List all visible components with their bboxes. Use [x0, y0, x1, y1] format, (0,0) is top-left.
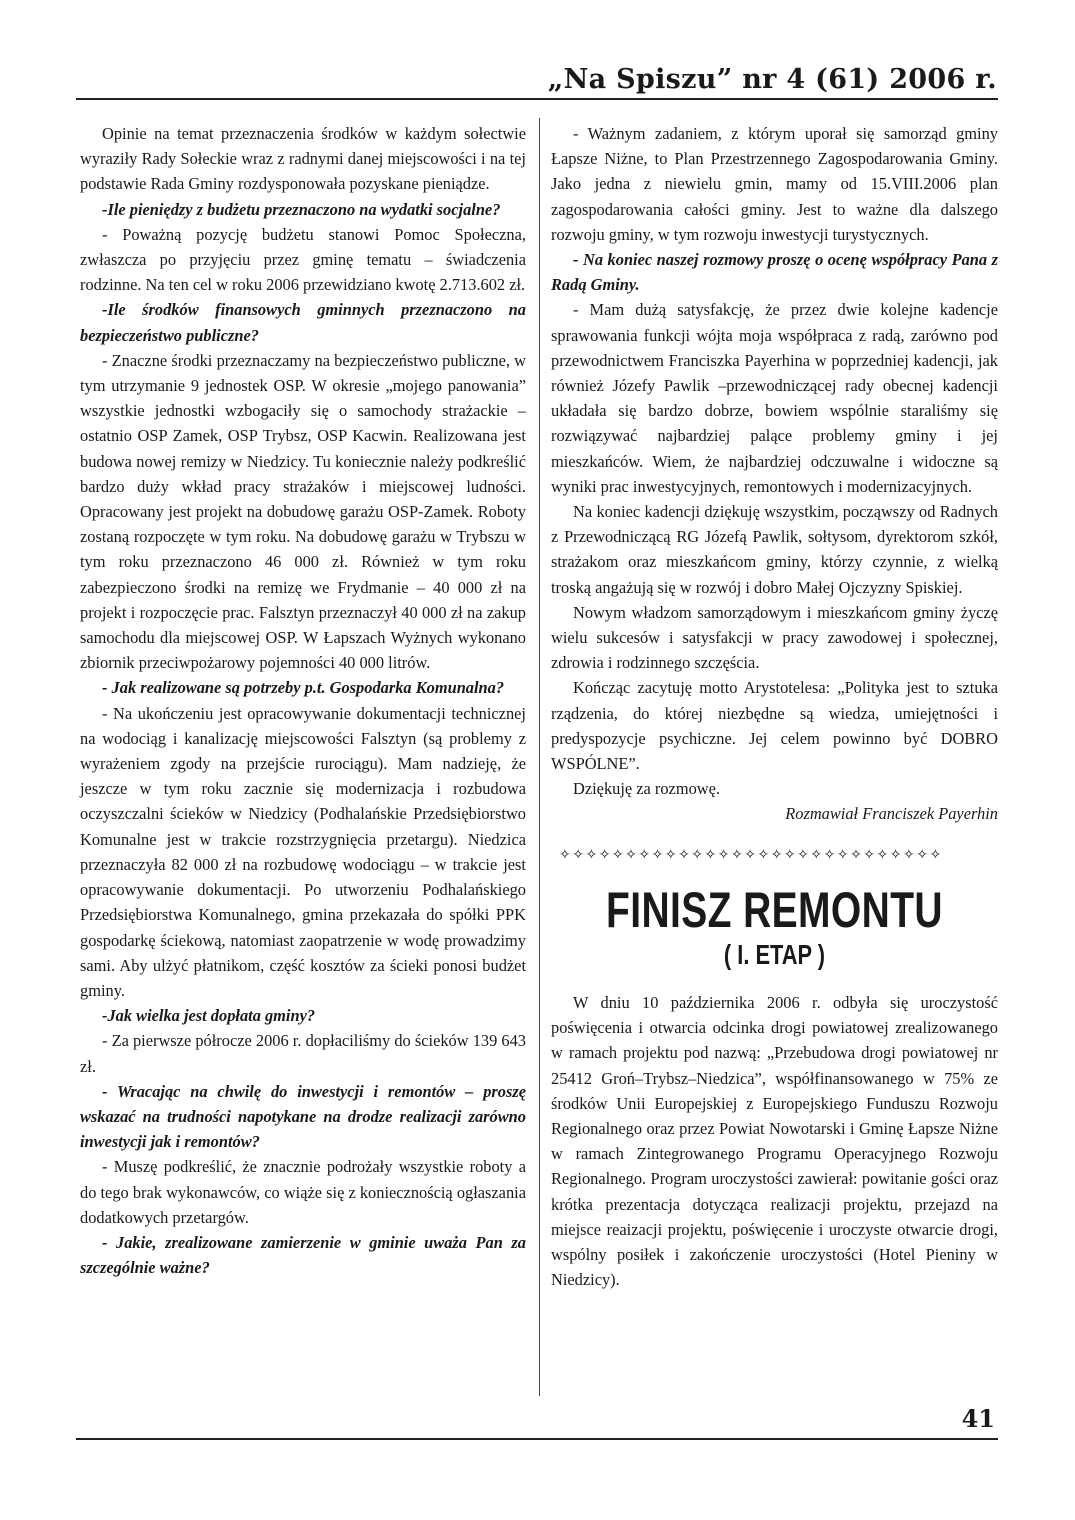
article-body: W dniu 10 października 2006 r. odbyła się uroczystość poświęcenia i otwarcia odcinka drogi powiatowej zrealizowanego w ramach projektu pod nazwą: „Przebudowa drogi powiatowej nr 25412 Groń–Trybsz–Niedzica”, współfinansowanego w 75% ze środków Unii Europejskiej z Europejskiego Funduszu Rozwoju Regionalnego oraz przez Powiat Nowotarski i Gminę Łapsze Niżne w ramach Zintegrowanego Programu Operacyjnego Rozwoju Regionalnego. Program uroczystości zawierał: powitanie gości oraz krótka prezentacja dotycząca realizacji projektu, przejazd na miejsce reaizacji projektu, poświęcenie i uroczyste otwarcie drogi, wspólny posiłek i zakończenie uroczystości (Hotel Pieniny w Niedzicy).	[551, 992, 998, 1290]
footer-rule	[76, 1438, 998, 1440]
paragraph: Nowym władzom samorządowym i mieszkańcom gminy życzę wielu sukcesów i satysfakcji w pracy zawodowej i społecznej, zdrowia i rodzinnego szczęścia.	[551, 602, 998, 673]
interview-question: -Ile pieniędzy z budżetu przeznaczono na wydatki socjalne?	[102, 199, 501, 219]
ornament-divider: ✧✧✧✧✧✧✧✧✧✧✧✧✧✧✧✧✧✧✧✧✧✧✧✧✧✧✧✧✧	[559, 846, 943, 863]
article-headline: FINISZ REMONTU	[606, 881, 943, 938]
paragraph: - Mam dużą satysfakcję, że przez dwie kolejne kadencje sprawowania funkcji wójta moja współpraca z radą, zarówno pod przewodnictwem Franciszka Payerhina w poprzedniej kadencji, jak również Józefy Pawlik –przewodniczącej rady obecnej kadencji układała się bardzo dobrze, bowiem wspólnie staraliśmy się rozwiązywać najbardziej palące problemy gminy i jej mieszkańców. Wiem, że najbardziej odczuwalne i widoczne są wyniki prac inwestycyjnych, remontowych i modernizacyjnych.	[551, 300, 998, 496]
interview-question: -Ile środków finansowych gminnych przeznaczono na bezpieczeństwo publiczne?	[80, 300, 526, 345]
right-column	[551, 121, 998, 1292]
paragraph: - Muszę podkreślić, że znacznie podrożały wszystkie roboty a do tego brak wykonawców, co wiąże się z koniecznością ogłaszania dodatkowych przetargów.	[80, 1157, 526, 1227]
interview-question: - Wracając na chwilę do inwestycji i remontów – proszę wskazać na trudności napotykane na drodze realizacji zarówno inwestycji jak i remontów?	[80, 1081, 526, 1152]
paragraph: - Ważnym zadaniem, z którym uporał się samorząd gminy Łapsze Niżne, to Plan Przestrzennego Zagospodarowania Gminy. Jako jedna z niewielu gmin, mamy od 15.VIII.2006 plan zagospodarowania całości gminy. Jest to ważne dla dalszego rozwoju gminy, w tym rozwoju inwestycji turystycznych.	[551, 124, 998, 244]
interview-question: - Na koniec naszej rozmowy proszę o ocenę współpracy Pana z Radą Gminy.	[551, 250, 998, 295]
paragraph: Dziękuję za rozmowę.	[573, 779, 720, 799]
interview-question: - Jakie, zrealizowane zamierzenie w gminie uważa Pan za szczególnie ważne?	[80, 1232, 526, 1278]
paragraph: Opinie na temat przeznaczenia środków w każdym sołectwie wyraziły Rady Sołeckie wraz z radnymi danej miejscowości i na tej podstawie Rada Gminy rozdysponowała pozyskane pieniądze.	[80, 124, 526, 194]
paragraph: - Za pierwsze półrocze 2006 r. dopłaciliśmy do ścieków 139 643 zł.	[80, 1031, 526, 1076]
paragraph: - Na ukończeniu jest opracowywanie dokumentacji technicznej na wodociąg i kanalizację miejscowości Falsztyn (są problemy z wyrażeniem zgody na przejście rurociągu). Mam nadzieję, że jeszcze w tym roku zacznie się modernizacja i rozbudowa oczyszczalni ścieków w Niedzicy (Podhalańskie Przedsiębiorstwo Komunalne jest w trakcie rozstrzygnięcia przetargu). Niedzica przeznaczyła 82 000 zł na rozbudowę wodociągu – w trakcie jest opracowywanie dokumentacji. Po utworzeniu Podhalańskiego Przedsiębiorstwa Komunalnego, gmina przekazała do spółki PPK gospodarkę ściekową, natomiast zaopatrzenie w wodę prowadzimy sami. Aby ulżyć płatnikom, część kosztów za ścieki ponosi budżet gminy.	[80, 703, 526, 1000]
interview-question: -Jak wielka jest dopłata gminy?	[102, 1006, 316, 1026]
page-number: 41	[961, 1404, 995, 1433]
left-column	[80, 121, 526, 1280]
article-subheadline: ( I. ETAP )	[723, 938, 826, 970]
paragraph: - Znaczne środki przeznaczamy na bezpieczeństwo publiczne, w tym utrzymanie 9 jednostek OSP. W okresie „mojego panowania” wszystkie jednostki wzbogaciły się o samochody strażackie – ostatnio OSP Zamek, OSP Trybsz, OSP Kacwin. Realizowana jest budowa nowej remizy w Niedzicy. Tu koniecznie należy podkreślić bardzo duży wkład pracy strażaków i miejscowej ludności. Opracowany jest projekt na dobudowę garażu OSP-Zamek. Roboty zostaną rozpoczęte w tym roku. Na dobudowę garażu w Trybszu w tym roku przeznaczono 46 000 zł. Również w tym roku zabezpieczono środki na remizę we Frydmanie – 40 000 zł na projekt i rozpoczęcie prac. Falsztyn przeznaczył 40 000 zł na zakup samochodu dla miejscowej OSP. W Łapszach Wyżnych wykonano zbiornik przeciwpożarowy pojemności 40 000 litrów.	[80, 350, 526, 673]
running-header: „Na Spiszu” nr 4 (61) 2006 r.	[547, 64, 997, 95]
interviewer-signature: Rozmawiał Franciszek Payerhin	[785, 804, 998, 824]
interview-question: - Jak realizowane są potrzeby p.t. Gospodarka Komunalna?	[102, 678, 505, 698]
paragraph: Kończąc zacytuję motto Arystotelesa: „Polityka jest to sztuka rządzenia, do której niezbędne są wiedza, umiejętności i predyspozycje psychiczne. Jej celem powinno być DOBRO WSPÓLNE”.	[551, 678, 998, 774]
paragraph: - Poważną pozycję budżetu stanowi Pomoc Społeczna, zwłaszcza po przyjęciu przez gminę tematu – świadczenia rodzinne. Na ten cel w roku 2006 przewidziano kwotę 2.713.602 zł.	[80, 224, 526, 295]
paragraph: Na koniec kadencji dziękuję wszystkim, począwszy od Radnych z Przewodniczącą RG Józefą Pawlik, sołtysom, dyrektorom szkół, strażakom oraz mieszkańcom gminy, którzy czynnie, z wielką troską angażują się w rozwój i dobro Małej Ojczyzny Spiskiej.	[551, 502, 998, 597]
header-rule	[76, 98, 998, 100]
column-divider	[539, 118, 540, 1396]
